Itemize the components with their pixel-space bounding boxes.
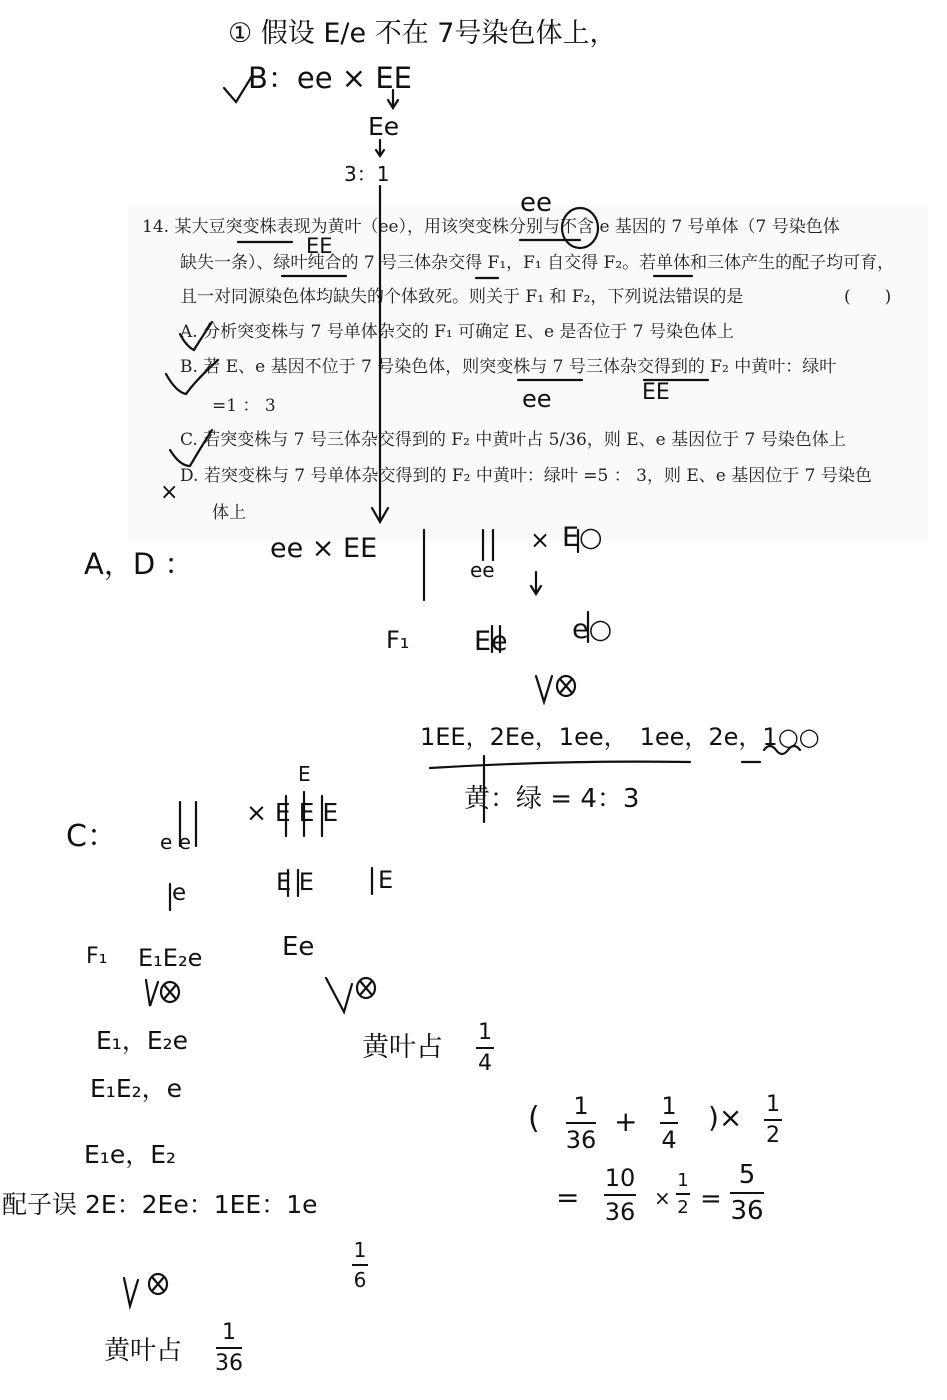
- ee-annotation: ee: [520, 188, 552, 218]
- ad-cross-2-left: ee: [470, 558, 495, 582]
- EE-annotation: EE: [306, 234, 333, 258]
- ad-f1-b: e○: [572, 614, 613, 645]
- c-gamete-ratio: 配子误 2E：2Ee：1EE：1e: [2, 1190, 318, 1219]
- f2-underline: [430, 762, 690, 768]
- EE-annotation-b: EE: [642, 380, 670, 405]
- question-line-2: 缺失一条）、绿叶纯合的 7 号三体杂交得 F₁，F₁ 自交得 F₂。若单体和三体产生的配子均可育，: [180, 253, 895, 273]
- calc-times: ×: [654, 1186, 671, 1210]
- option-d-line-2: 体上: [212, 503, 246, 523]
- calc-open: (: [528, 1101, 540, 1136]
- ad-cross-1: ee × EE: [270, 533, 378, 564]
- c-gamete-row-1: E₁，E₂e: [96, 1026, 189, 1055]
- calc-fraction-10-36: 10 36: [604, 1164, 636, 1226]
- question-line-3: 且一对同源染色体均缺失的个体致死。则关于 F₁ 和 F₂，下列说法错误的是: [180, 287, 744, 307]
- ad-f2: 1EE，2Ee，1ee， 1ee，2e，1○○: [420, 723, 820, 751]
- fraction-one-quarter: 1 4: [478, 1020, 492, 1076]
- calc-fraction-1-36: 1 36: [565, 1092, 597, 1154]
- ad-cross-2-right: E○: [562, 522, 603, 553]
- option-b-line-1: B. 若 E、e 基因不位于 7 号染色体，则突变株与 7 号三体杂交得到的 F₂ 中黄叶：绿叶: [180, 357, 837, 377]
- c-f1-b: Ee: [282, 932, 315, 962]
- ee-annotation-b: ee: [522, 385, 552, 413]
- c-gamete-row-2: E₁E₂，e: [90, 1074, 183, 1103]
- fraction-one-36: 1 36: [215, 1320, 243, 1376]
- question-block: [128, 205, 928, 540]
- c-parent-top: E: [298, 762, 311, 786]
- c-gamete-left: e: [172, 880, 187, 906]
- calc-fraction-1-4: 1 4: [661, 1092, 677, 1154]
- calc-fraction-5-36: 5 36: [730, 1160, 764, 1226]
- calc-fraction-1-2-b: 1 2: [677, 1170, 689, 1218]
- ad-label: A，D ：: [84, 547, 194, 581]
- ratio-note: 3：1: [344, 162, 390, 186]
- c-parent-left: e e: [160, 830, 191, 854]
- calc-plus: +: [614, 1105, 638, 1138]
- c-gamete-row-3: E₁e，E₂: [84, 1140, 177, 1169]
- calc-close: )×: [708, 1101, 743, 1134]
- c-gamete-right-1: E E: [276, 868, 314, 896]
- c-parent-right: × E E E: [246, 798, 339, 827]
- ad-f1-a: Ee: [474, 626, 508, 657]
- c-gamete-right-2: E: [378, 866, 394, 894]
- answer-bracket: ( ): [844, 287, 892, 307]
- ad-cross-2-x: ×: [530, 526, 551, 554]
- option-c: C. 若突变株与 7 号三体杂交得到的 F₂ 中黄叶占 5/36，则 E、e 基因位于 7 号染色体上: [180, 430, 846, 450]
- option-b-line-2: =1 ： 3: [212, 396, 276, 416]
- calc-eq-2: =: [700, 1184, 722, 1214]
- f1-note: Ee: [368, 112, 400, 141]
- ad-f1-label: F₁: [386, 626, 410, 654]
- cross-b-note: B：ee × EE: [248, 61, 412, 95]
- c-yellow-36: 黄叶占: [104, 1336, 183, 1366]
- calc-eq: =: [556, 1181, 580, 1214]
- c-label: C：: [66, 819, 117, 854]
- calc-fraction-1-2: 1 2: [766, 1092, 780, 1148]
- question-line-1: 14. 某大豆突变株表现为黄叶（ee），用该突变株分别与不含 e 基因的 7 号单体（7 号染色体: [142, 217, 840, 237]
- c-f1-a: E₁E₂e: [138, 944, 203, 972]
- option-a: A. 分析突变株与 7 号单体杂交的 F₁ 可确定 E、e 是否位于 7 号染色体上: [180, 322, 735, 342]
- assumption-note: ① 假设 E/e 不在 7号染色体上，: [228, 18, 617, 49]
- c-yellow-quarter: 黄叶占: [362, 1032, 443, 1063]
- ad-ratio: 黄：绿 = 4：3: [464, 784, 640, 814]
- option-d-line-1: D. 若突变株与 7 号单体杂交得到的 F₂ 中黄叶：绿叶 =5 ： 3，则 E、e 基因位于 7 号染色: [180, 466, 872, 486]
- c-f1-label: F₁: [86, 944, 108, 969]
- fraction-one-sixth: 1 6: [353, 1238, 367, 1292]
- wrong-mark-d: ×: [160, 480, 179, 505]
